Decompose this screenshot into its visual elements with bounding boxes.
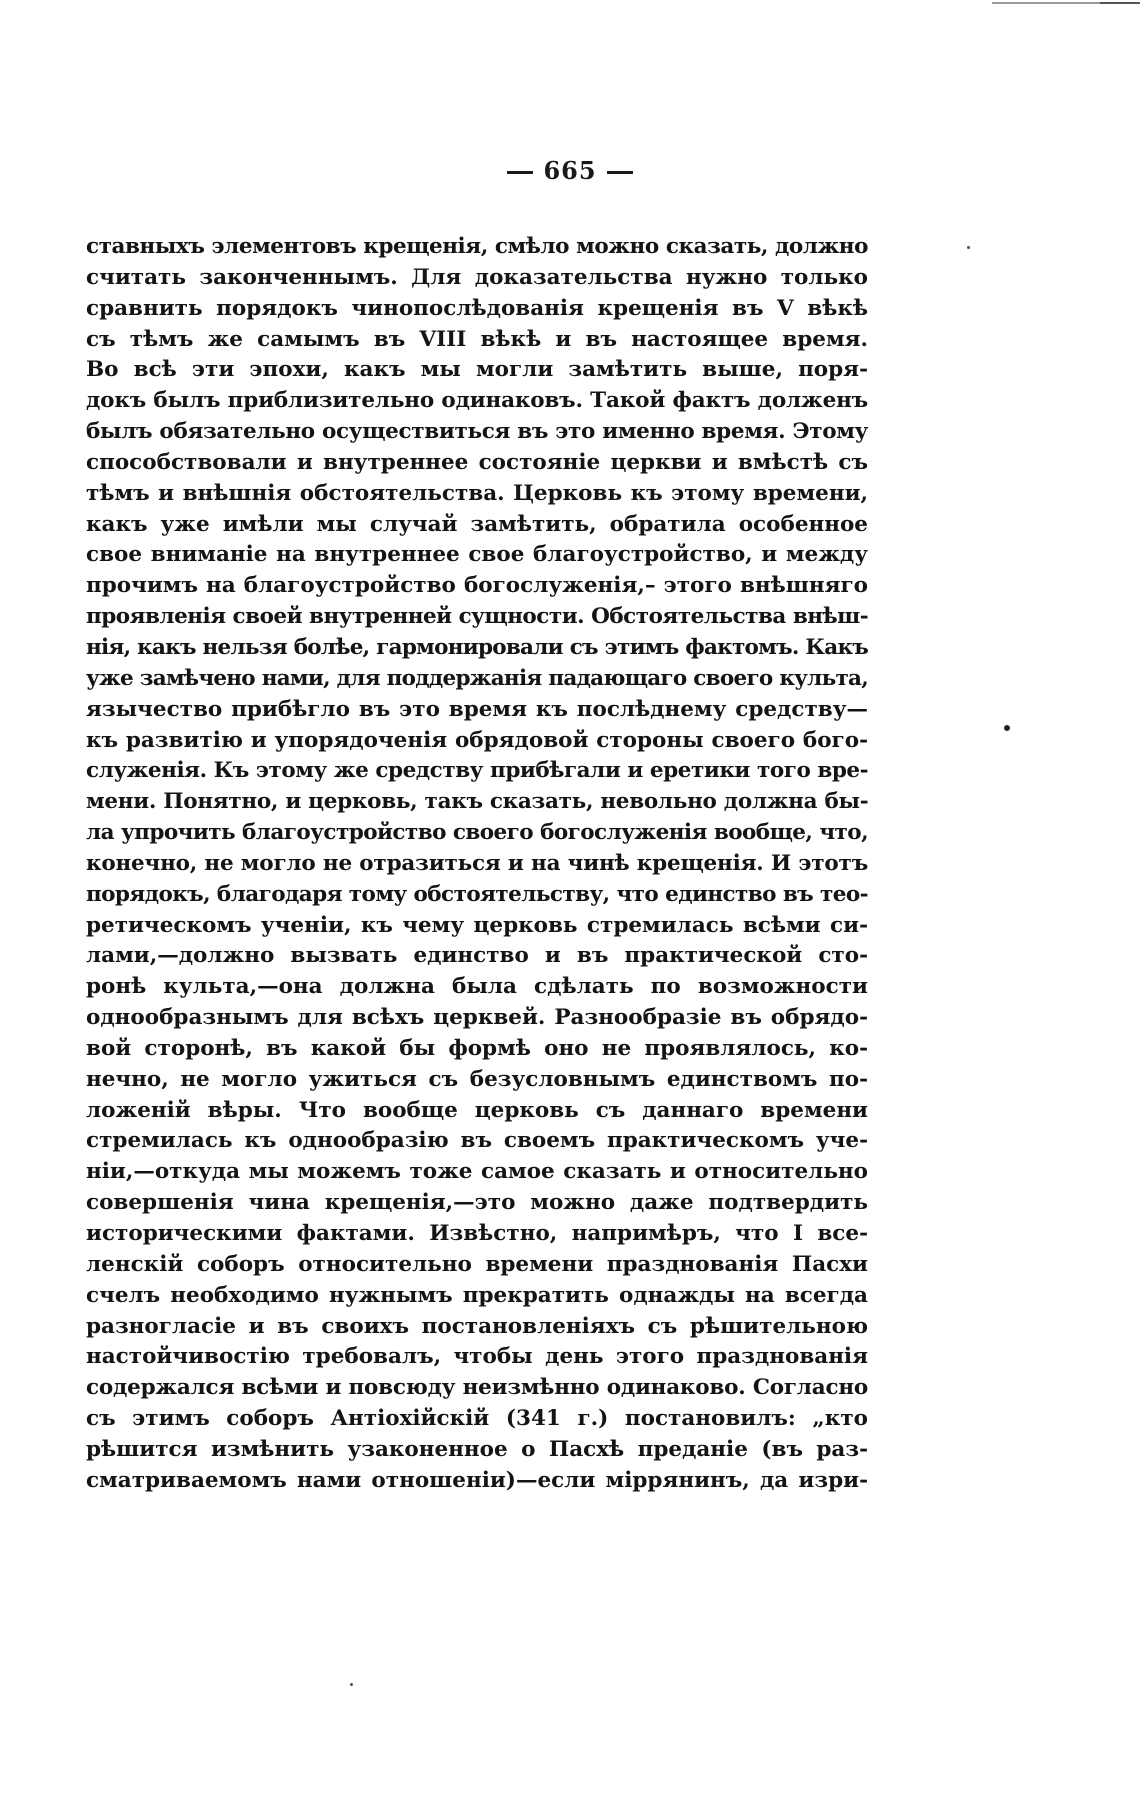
text-line: ронѣ культа,—она должна была сдѣлать по возможности: [86, 974, 868, 1000]
text-line: однообразнымъ для всѣхъ церквей. Разнообразіе въ обрядо-: [86, 1005, 868, 1031]
text-line: порядокъ, благодаря тому обстоятельству, что единство въ тео-: [86, 881, 868, 907]
body-text: [86, 232, 868, 1497]
text-line: ла упрочить благоустройство своего богослуженія вообще, что,: [86, 820, 868, 846]
text-line: рѣшится измѣнить узаконенное о Пасхѣ преданіе (въ раз-: [86, 1436, 868, 1462]
margin-dot: [1004, 725, 1010, 731]
text-line: вой сторонѣ, въ какой бы формѣ оно не проявлялось, ко-: [86, 1035, 868, 1061]
page-number-dash-left: [507, 171, 533, 174]
page-number-value: 665: [543, 156, 597, 185]
text-line: сматриваемомъ нами отношеніи)—если міррянинъ, да изри-: [86, 1467, 868, 1493]
text-line: какъ уже имѣли мы случай замѣтить, обратила особенное: [86, 511, 868, 537]
text-line: тѣмъ и внѣшнія обстоятельства. Церковь къ этому времени,: [86, 480, 868, 506]
text-line: ставныхъ элементовъ крещенія, смѣло можно сказать, должно: [86, 234, 868, 259]
text-line: разногласіе и въ своихъ постановленіяхъ съ рѣшительною: [86, 1313, 868, 1339]
page-number: [0, 156, 1140, 185]
text-line: служенія. Къ этому же средству прибѣгали и еретики того вре-: [86, 758, 869, 784]
text-line: свое вниманіе на внутреннее свое благоустройство, и между: [86, 542, 868, 568]
text-line: уже замѣчено нами, для поддержанія падающаго своего культа,: [86, 665, 868, 691]
scan-edge-mark: [992, 2, 1112, 7]
text-line: мени. Понятно, и церковь, такъ сказать, невольно должна бы-: [86, 789, 869, 815]
text-line: счелъ необходимо нужнымъ прекратить однажды на всегда: [86, 1282, 868, 1308]
text-line: прочимъ на благоустройство богослуженія,– этого внѣшняго: [86, 573, 868, 599]
text-line: нечно, не могло ужиться съ безусловнымъ единствомъ по-: [86, 1066, 868, 1092]
text-line: язычество прибѣгло въ это время къ послѣднему средству—: [86, 696, 868, 722]
text-line: докъ былъ приблизительно одинаковъ. Такой фактъ долженъ: [86, 388, 868, 414]
text-line: былъ обязательно осуществиться въ это именно время. Этому: [86, 419, 868, 445]
text-line: ложеній вѣры. Что вообще церковь съ даннаго времени: [86, 1097, 868, 1123]
text-line: Во всѣ эти эпохи, какъ мы могли замѣтить выше, поря-: [86, 357, 868, 383]
text-line: стремилась къ однообразію въ своемъ практическомъ уче-: [86, 1128, 868, 1154]
text-line: настойчивостію требовалъ, чтобы день этого празднованія: [86, 1344, 868, 1370]
text-line: проявленія своей внутренней сущности. Обстоятельства внѣш-: [86, 604, 869, 630]
text-line: ленскій соборъ относительно времени празднованія Пасхи: [86, 1251, 868, 1277]
text-line: съ этимъ соборъ Антіохійскій (341 г.) постановилъ: „кто: [86, 1406, 868, 1432]
text-line: содержался всѣми и повсюду неизмѣнно одинаково. Согласно: [86, 1375, 868, 1401]
text-line: сравнить порядокъ чинопослѣдованія крещенія въ V вѣкѣ: [86, 295, 868, 321]
text-line: считать законченнымъ. Для доказательства нужно только: [86, 264, 868, 290]
text-line: ніи,—откуда мы можемъ тоже самое сказать и относительно: [86, 1159, 868, 1185]
text-line: историческими фактами. Извѣстно, напримѣръ, что I все-: [86, 1221, 868, 1246]
text-line: конечно, не могло не отразиться и на чинѣ крещенія. И этотъ: [86, 850, 868, 876]
speck-mark: [967, 246, 970, 249]
text-line: лами,—должно вызвать единство и въ практической сто-: [86, 943, 868, 969]
text-line: къ развитію и упорядоченія обрядовой стороны своего бого-: [86, 727, 868, 753]
text-line: нія, какъ нельзя болѣе, гармонировали съ этимъ фактомъ. Какъ: [86, 634, 868, 660]
speck-mark: [350, 1683, 353, 1686]
text-line: совершенія чина крещенія,—это можно даже подтвердить: [86, 1190, 868, 1216]
page-number-dash-right: [607, 171, 633, 174]
text-line: съ тѣмъ же самымъ въ VIII вѣкѣ и въ настоящее время.: [86, 326, 868, 352]
text-line: ретическомъ ученіи, къ чему церковь стремилась всѣми си-: [86, 912, 868, 938]
text-line: способствовали и внутреннее состояніе церкви и вмѣстѣ съ: [86, 449, 868, 475]
